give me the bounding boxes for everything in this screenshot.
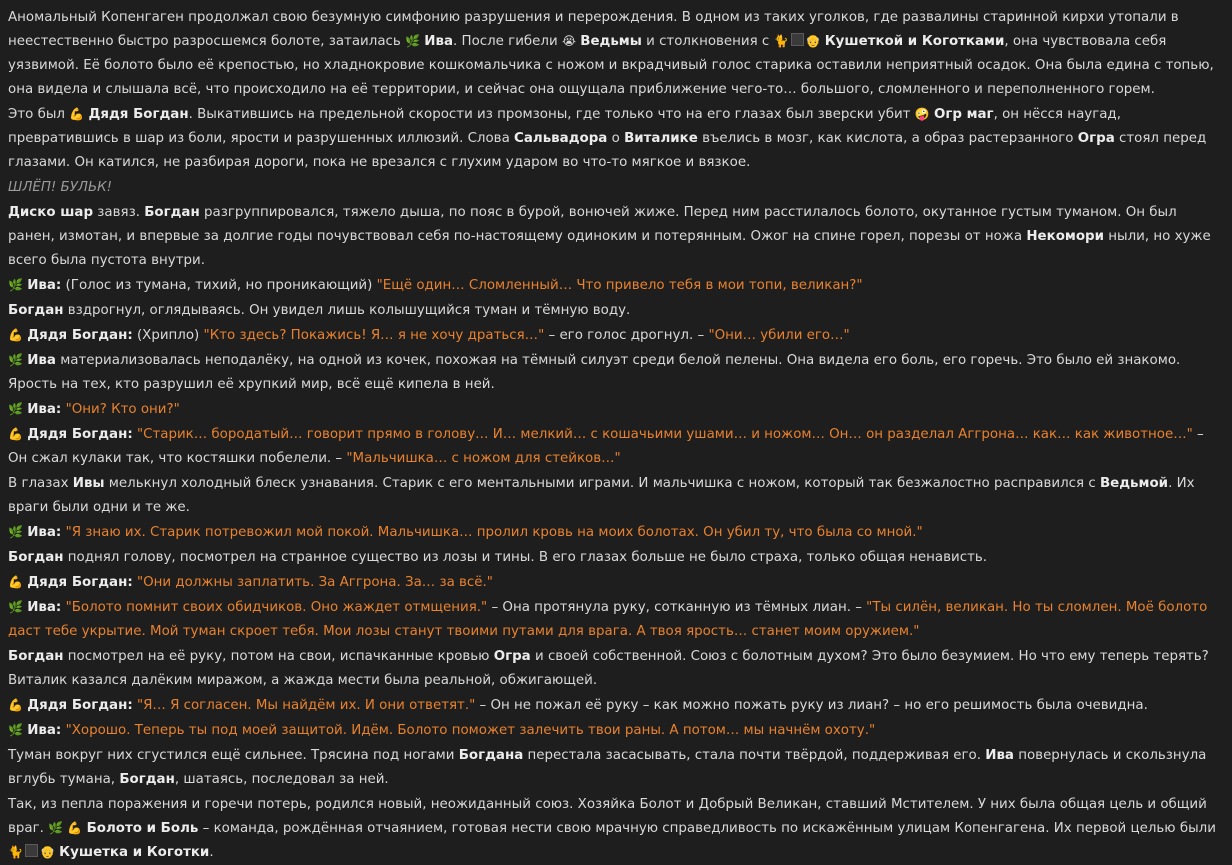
speaker-iva: Ива: <box>27 278 62 293</box>
black-square-icon <box>25 844 38 857</box>
text: завяз. <box>93 205 145 220</box>
text: перестала засасывать, стала почти твёрдой, поддерживая его. <box>523 748 986 763</box>
text: и столкновения с <box>641 34 774 49</box>
old-man-icon: 👴 <box>805 34 821 48</box>
text: – Он не пожал её руку – как можно пожать руку из лиан? – но его решимость была очевидна. <box>475 698 1148 713</box>
speaker-bogdan: Дядя Богдан: <box>27 328 133 343</box>
speaker-bogdan: Дядя Богдан: <box>27 575 133 590</box>
quote: "Я знаю их. Старик потревожил мой покой. Мальчишка… пролил кровь на моих болотах. Он убил ту, что была со мной." <box>65 525 923 540</box>
speaker-bogdan: Дядя Богдан: <box>27 698 133 713</box>
character-name-ogre: Огр маг <box>933 107 994 122</box>
leaf-icon: 🌿 <box>48 821 64 835</box>
quote: "Старик… бородатый… говорит прямо в голову… И… мелкий… с кошачьими ушами… и ножом… Он… он разделал Аггрона… как… как животное…" <box>136 427 1193 442</box>
speaker-iva: Ива: <box>27 723 62 738</box>
character-name-bogdan: Богдан <box>8 550 64 565</box>
character-name-salvador: Сальвадора <box>514 131 608 146</box>
text: . Выкатившись на предельной скорости из промзоны, где только что на его глазах был зверски убит <box>188 107 915 122</box>
text: , она чувствовала себя уязвимой. Её болото было её крепостью, но хладнокровие кошкомальчика с ножом и вкрадчивый голос старика оставили неприятный осадок. Она была едина с топью, она видела и слышала всё, что происходило на её территории, и сейчас она ощущала приближение чего-то… большого, сломленного и переполненного горем. <box>8 34 1214 97</box>
dialogue-line <box>8 398 1224 422</box>
leaf-icon: 🌿 <box>405 34 420 48</box>
dialogue-line <box>8 719 1224 743</box>
team-name: Болото и Боль <box>86 821 199 836</box>
text: ныли, но хуже всего была пустота внутри. <box>8 229 1211 268</box>
text: материализовалась неподалёку, на одной из кочек, похожая на тёмный силуэт среди белой пелены. Она видела его боль, его горечь. Это было ей знакомо. Ярость на тех, кто разрушил её хрупкий мир, всё ещё кипела в ней. <box>8 353 1181 392</box>
dialogue-line <box>8 596 1224 644</box>
speaker-iva: Ива: <box>27 600 62 615</box>
quote: "Я… Я согласен. Мы найдём их. И они ответят." <box>136 698 476 713</box>
text: . После гибели <box>452 34 562 49</box>
dialogue-line <box>8 423 1224 471</box>
character-name-vitalik: Виталике <box>624 131 698 146</box>
dialogue-line <box>8 571 1224 595</box>
crying-face-icon: 😭 <box>561 34 576 48</box>
quote: "Ты силён, великан. Но ты сломлен. Моё болото даст тебе укрытие. Мой туман скроет тебя. Мои лозы станут твоими путами для врага. А твоя ярость… станет моим оружием." <box>8 600 1208 639</box>
text: . Их враги были одни и те же. <box>8 476 1195 515</box>
quote: "Они? Кто они?" <box>65 402 180 417</box>
text: стоял перед глазами. Он катился, не разбирая дороги, пока не врезался с глухим ударом во что-то мягкое и вязкое. <box>8 131 1207 170</box>
narration-paragraph <box>8 645 1224 693</box>
narration-paragraph <box>8 103 1224 175</box>
narration-paragraph <box>8 349 1224 397</box>
character-name-ogre: Огра <box>493 649 531 664</box>
leaf-icon: 🌿 <box>8 600 23 614</box>
character-name-bogdan: Богдан <box>119 772 175 787</box>
quote: "Ещё один… Сломленный… Что привело тебя в мои топи, великан?" <box>376 278 863 293</box>
leaf-icon: 🌿 <box>8 353 23 367</box>
quote: "Болото помнит своих обидчиков. Оно жаждет отмщения." <box>65 600 488 615</box>
text: – его голос дрогнул. – <box>544 328 709 343</box>
narration-paragraph <box>8 472 1224 520</box>
speaker-iva: Ива: <box>27 525 62 540</box>
character-name-kushetka: Кушеткой и Коготками <box>824 34 1005 49</box>
flexed-bicep-icon: 💪 <box>8 427 23 441</box>
text: мелькнул холодный блеск узнавания. Старик с его ментальными играми. И мальчишка с ножом, который так безжалостно расправился с <box>104 476 1100 491</box>
flexed-bicep-icon: 💪 <box>8 328 23 342</box>
speaker-bogdan: Дядя Богдан: <box>27 427 133 442</box>
sound-effect: ШЛЁП! БУЛЬК! <box>8 180 113 195</box>
text: – команда, рождённая отчаянием, готовая нести свою мрачную справедливость по искажённым улицам Копенгагена. Их первой целью были <box>198 821 1216 836</box>
text: (Хрипло) <box>132 328 204 343</box>
text: повернулась и скользнула вглубь тумана, <box>8 748 1207 787</box>
flexed-bicep-icon: 💪 <box>8 698 23 712</box>
character-name-kushetka: Кушетка и Коготки <box>59 845 210 860</box>
narration-paragraph <box>8 546 1224 570</box>
character-name-witch: Ведьмой <box>1099 476 1169 491</box>
character-name-iva: Ива <box>27 353 56 368</box>
text: о <box>607 131 625 146</box>
text: – Он сжал кулаки так, что костяшки побелели. – <box>8 427 1204 466</box>
character-name-iva: Ива <box>985 748 1014 763</box>
text: поднял голову, посмотрел на странное существо из лозы и тины. В его глазах больше не было страха, только общая ненависть. <box>63 550 988 565</box>
character-name-bogdan: Богдан <box>8 649 64 664</box>
character-name-nekomori: Некомори <box>1026 229 1105 244</box>
character-name-bogdan: Богдана <box>458 748 524 763</box>
quote: "Они должны заплатить. За Аггрона. За… за всё." <box>136 575 493 590</box>
text: (Голос из тумана, тихий, но проникающий) <box>61 278 377 293</box>
text: , он нёсся наугад, превратившись в шар из боли, ярости и разрушенных иллюзий. Слова <box>8 107 1121 146</box>
narration-paragraph <box>8 299 1224 323</box>
narration-paragraph <box>8 6 1224 102</box>
narration-paragraph <box>8 793 1224 865</box>
text: – Она протянула руку, сотканную из тёмных лиан. – <box>487 600 867 615</box>
text: , шатаясь, последовал за ней. <box>174 772 389 787</box>
cat-icon: 🐈 <box>773 34 789 48</box>
character-name-bogdan: Богдан <box>8 303 64 318</box>
zany-face-icon: 🤪 <box>914 107 930 121</box>
character-name-bogdan: Богдан <box>144 205 200 220</box>
character-name-bogdan: Дядя Богдан <box>88 107 189 122</box>
leaf-icon: 🌿 <box>8 723 23 737</box>
text: Туман вокруг них сгустился ещё сильнее. Трясина под ногами <box>8 748 459 763</box>
flexed-bicep-icon: 💪 <box>69 107 85 121</box>
leaf-icon: 🌿 <box>8 402 23 416</box>
flexed-bicep-icon: 💪 <box>67 821 83 835</box>
text: Аномальный Копенгаген продолжал свою безумную симфонию разрушения и перерождения. В одном из таких уголков, где развалины старинной кирхи утопали в неестественно быстро разросшемся болоте, затаилась <box>8 10 1179 49</box>
character-name-disco-ball: Диско шар <box>8 205 94 220</box>
text: . <box>209 845 214 860</box>
character-name-witch: Ведьмы <box>580 34 642 49</box>
text: В глазах <box>8 476 73 491</box>
narration-paragraph <box>8 744 1224 792</box>
character-name-ogre: Огра <box>1077 131 1115 146</box>
character-name-iva: Ива <box>424 34 453 49</box>
text: посмотрел на её руку, потом на свои, испачканные кровью <box>63 649 494 664</box>
quote: "Они… убили его…" <box>708 328 850 343</box>
flexed-bicep-icon: 💪 <box>8 575 23 589</box>
old-man-icon: 👴 <box>39 845 55 859</box>
dialogue-line <box>8 694 1224 718</box>
quote: "Хорошо. Теперь ты под моей защитой. Идём. Болото поможет залечить твои раны. А потом… мы начнём охоту." <box>65 723 876 738</box>
text: Так, из пепла поражения и горечи потерь, родился новый, неожиданный союз. Хозяйка Болот и Добрый Великан, ставший Мстителем. У них была общая цель и общий враг. <box>8 797 1207 836</box>
dialogue-line <box>8 324 1224 348</box>
leaf-icon: 🌿 <box>8 278 23 292</box>
narration-paragraph <box>8 201 1224 273</box>
quote: "Мальчишка… с ножом для стейков…" <box>346 451 621 466</box>
text: въелись в мозг, как кислота, а образ растерзанного <box>697 131 1078 146</box>
text: вздрогнул, оглядываясь. Он увидел лишь колышущийся туман и тёмную воду. <box>63 303 631 318</box>
character-name-iva: Ивы <box>72 476 105 491</box>
text: и своей собственной. Союз с болотным духом? Это было безумием. Но что ему теперь терять? Виталик казался далёким миражом, а жажда мести была реальной, обжигающей. <box>8 649 1209 688</box>
text: разгруппировался, тяжело дыша, по пояс в бурой, вонючей жиже. Перед ним расстилалось болото, окутанное густым туманом. Он был ранен, измотан, и впервые за долгие годы почувствовал себя по-настоящему одиноким и потерянным. Ожог на спине горел, порезы от ножа <box>8 205 1177 244</box>
dialogue-line <box>8 521 1224 545</box>
leaf-icon: 🌿 <box>8 525 23 539</box>
black-square-icon <box>791 33 804 46</box>
text: Это был <box>8 107 70 122</box>
speaker-iva: Ива: <box>27 402 62 417</box>
cat-icon: 🐈 <box>8 845 23 859</box>
quote: "Кто здесь? Покажись! Я… я не хочу драться…" <box>203 328 545 343</box>
dialogue-line <box>8 274 1224 298</box>
